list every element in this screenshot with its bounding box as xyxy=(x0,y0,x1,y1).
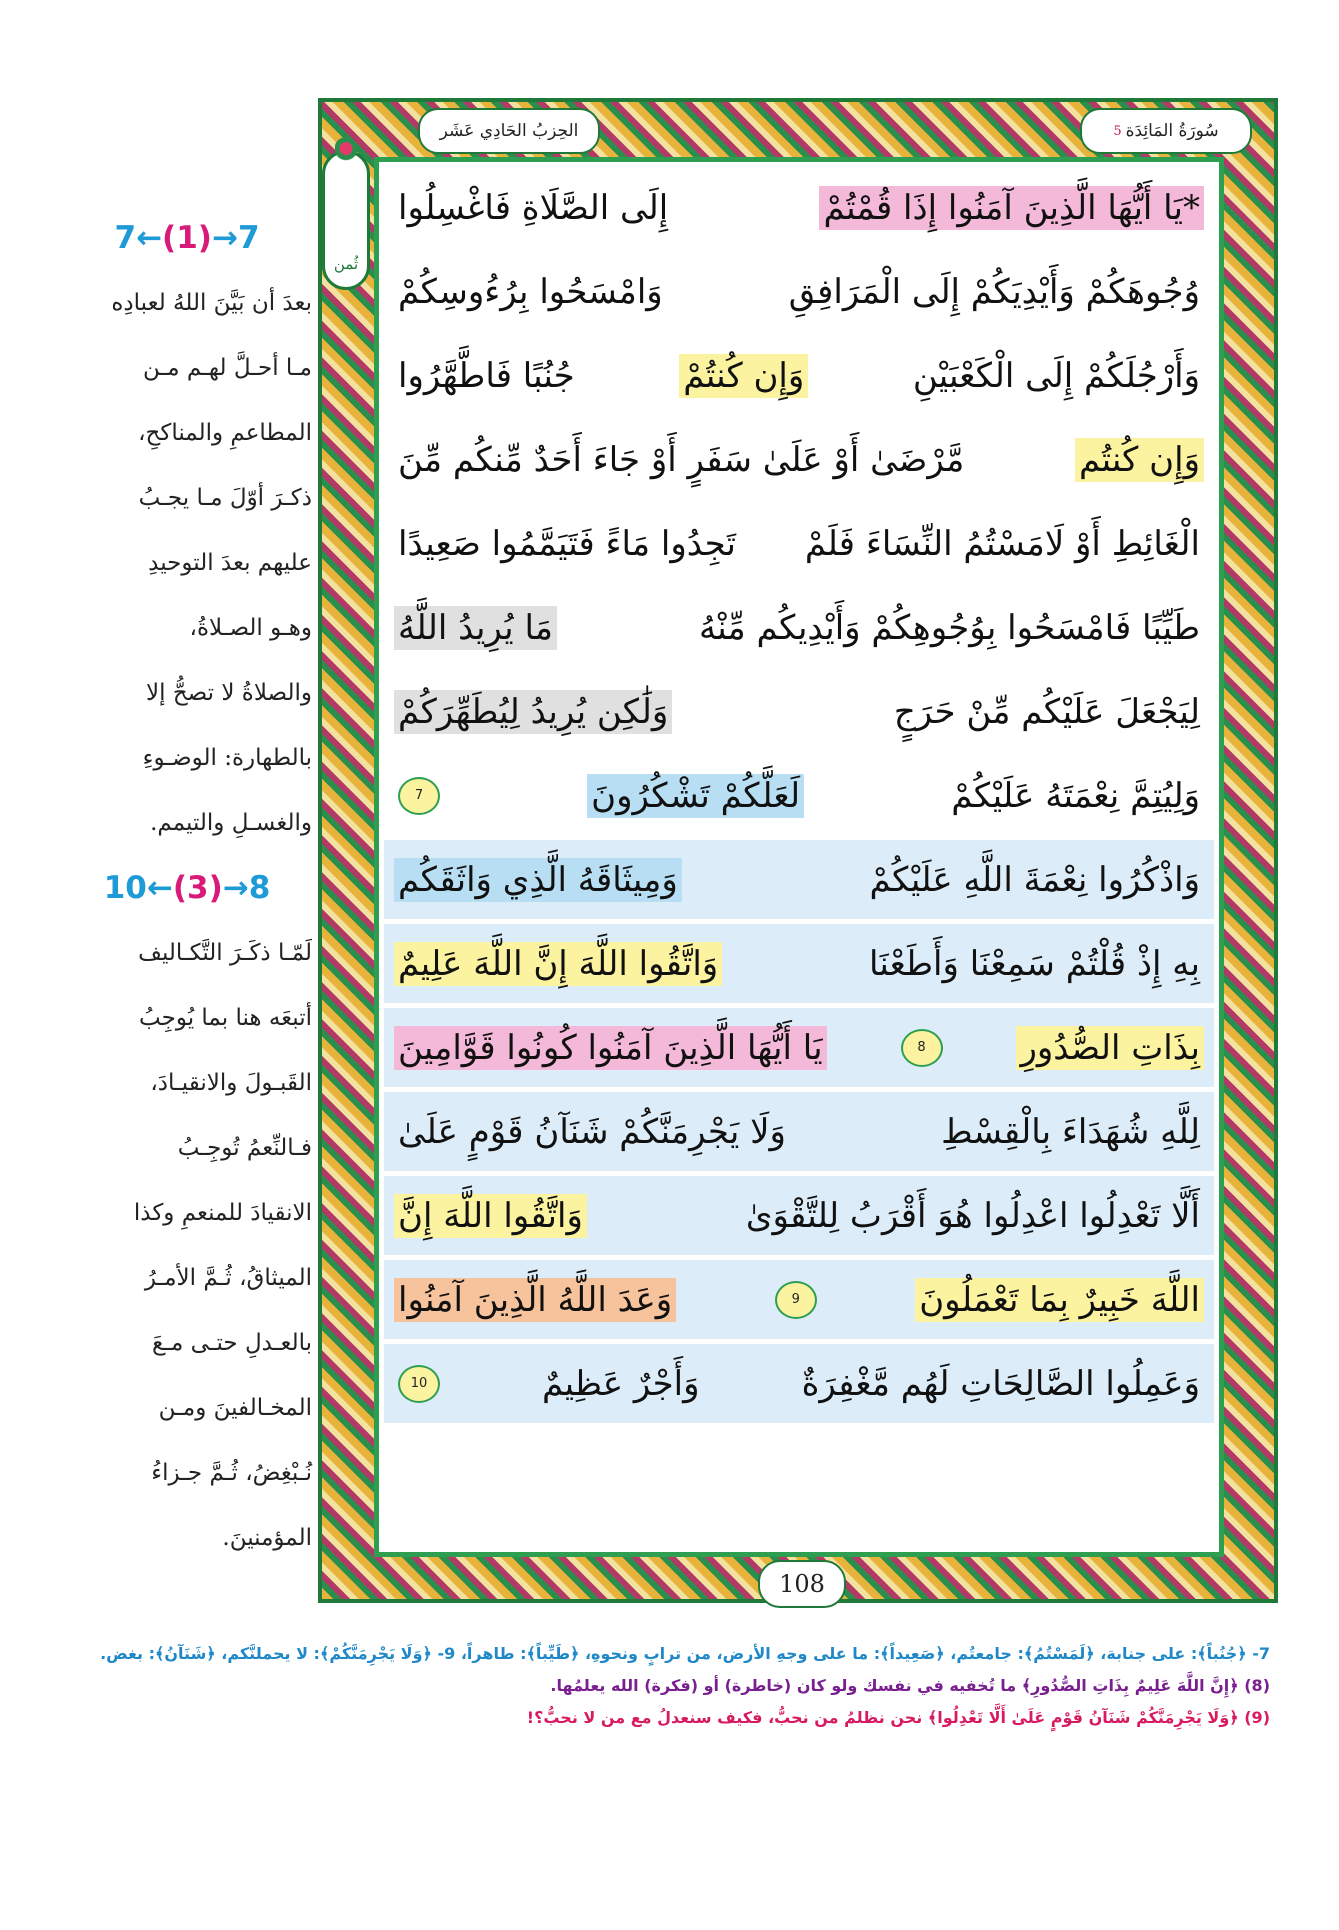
ayah-marker: 7 xyxy=(398,777,440,815)
hizb-cartouche xyxy=(418,108,600,154)
surah-cartouche xyxy=(1080,108,1252,154)
quran-line xyxy=(384,924,1214,1003)
verse-segment: وَاذْكُرُوا نِعْمَةَ اللَّهِ عَلَيْكُمْ xyxy=(869,859,1200,900)
verse-segment: لَعَلَّكُمْ تَشْكُرُونَ xyxy=(587,774,804,818)
footnote-9: (9) ﴿وَلَا يَجْرِمَنَّكُمْ شَنَآنُ قَوْمٍ عَلَىٰ أَلَّا تَعْدِلُوا﴾ نحن نظلمُ من نحبُّ، فكيف سنعدلُ مع من لا نحبُّ؟! xyxy=(526,1708,1270,1727)
quran-line xyxy=(384,1260,1214,1339)
side-line: والغسـلِ والتيمم. xyxy=(150,809,312,836)
verse-segment: وَعَدَ اللَّهُ الَّذِينَ آمَنُوا xyxy=(394,1278,676,1322)
thumun-label: ثُمن xyxy=(333,255,359,273)
range-end: 7 xyxy=(237,219,260,256)
side-line: بالعـدلِ حتـى مـعَ xyxy=(151,1329,312,1356)
verse-segment: وَإِن كُنتُم xyxy=(1075,438,1204,482)
arrow-left-icon: ← xyxy=(146,869,173,906)
quran-line xyxy=(384,1176,1214,1255)
verse-segment: مَا يُرِيدُ اللَّهُ xyxy=(394,606,557,650)
verse-segment: وَأَجْرٌ عَظِيمٌ xyxy=(542,1363,700,1404)
verse-segment: مَّرْضَىٰ أَوْ عَلَىٰ سَفَرٍ أَوْ جَاءَ أَحَدٌ مِّنكُم مِّنَ xyxy=(398,439,965,480)
tafsir-sidebar xyxy=(62,205,312,1570)
side-line: والصلاةُ لا تصحُّ إلا xyxy=(146,679,312,706)
verse-segment: وَلَا يَجْرِمَنَّكُمْ شَنَآنُ قَوْمٍ عَلَىٰ xyxy=(398,1111,786,1152)
side-line: فـالنِّعمُ تُوجِـبُ xyxy=(177,1134,312,1161)
side-line: الميثاقُ، ثُـمَّ الأمـرُ xyxy=(144,1264,312,1291)
verse-segment: وَاتَّقُوا اللَّهَ إِنَّ xyxy=(394,1194,587,1238)
side-line: بالطهارة: الوضـوءِ xyxy=(142,744,312,771)
quran-line xyxy=(384,756,1214,835)
quran-line xyxy=(384,1092,1214,1171)
verse-segment: يَا أَيُّهَا الَّذِينَ آمَنُوا كُونُوا قَوَّامِينَ xyxy=(394,1026,827,1070)
verse-segment: وَأَرْجُلَكُمْ إِلَى الْكَعْبَيْنِ xyxy=(912,355,1200,396)
thumun-marker xyxy=(322,150,370,290)
verse-segment: وَلَٰكِن يُرِيدُ لِيُطَهِّرَكُمْ xyxy=(394,690,672,734)
verse-segment: طَيِّبًا فَامْسَحُوا بِوُجُوهِكُمْ وَأَيْدِيكُم مِّنْهُ xyxy=(699,607,1200,648)
verse-segment: بِذَاتِ الصُّدُورِ xyxy=(1016,1026,1204,1070)
verse-segment: جُنُبًا فَاطَّهَّرُوا xyxy=(398,355,575,396)
quran-line xyxy=(384,672,1214,751)
quran-line xyxy=(384,588,1214,667)
ayah-marker: 10 xyxy=(398,1365,440,1403)
verse-segment: لِيَجْعَلَ عَلَيْكُم مِّنْ حَرَجٍ xyxy=(893,691,1200,732)
verse-segment: تَجِدُوا مَاءً فَتَيَمَّمُوا صَعِيدًا xyxy=(398,523,737,564)
side-line: بعدَ أن بَيَّنَ اللهُ لعبادِه xyxy=(111,289,312,316)
vocabulary-note: 7- ﴿جُنُباً﴾: على جنابة، ﴿لَمَسْتُمُ﴾: جامعتُم، ﴿صَعِيداً﴾: ما على وجهِ الأرض، من ترابٍ ونحوهِ، ﴿طَيِّباً﴾: طاهراً، 9- ﴿وَلَا يَجْرِمَنَّكُمْ﴾: لا يحملنَّكم، ﴿شَنَآنُ﴾: بغض. xyxy=(100,1644,1270,1663)
side-line: لَمّـا ذكَـرَ التَّكـاليف xyxy=(138,939,312,966)
side-line: المخـالفينَ ومـن xyxy=(158,1394,312,1421)
verse-segment: إِلَى الصَّلَاةِ فَاغْسِلُوا xyxy=(398,187,669,228)
range-start: 10 xyxy=(103,869,147,906)
quran-line xyxy=(384,504,1214,583)
arrow-left-icon: ← xyxy=(136,219,163,256)
verse-segment: بِهِ إِذْ قُلْتُمْ سَمِعْنَا وَأَطَعْنَا xyxy=(868,943,1200,984)
verse-segment: لِلَّهِ شُهَدَاءَ بِالْقِسْطِ xyxy=(941,1111,1200,1152)
side-line: الانقيادَ للمنعمِ وكذا xyxy=(133,1199,312,1226)
quran-line xyxy=(384,336,1214,415)
range-start: 7 xyxy=(114,219,137,256)
flower-icon xyxy=(335,135,357,169)
verse-segment: *يَا أَيُّهَا الَّذِينَ آمَنُوا إِذَا قُمْتُمْ xyxy=(819,186,1204,230)
quran-line xyxy=(384,420,1214,499)
quran-line xyxy=(384,252,1214,331)
side-line: عليهم بعدَ التوحيدِ xyxy=(148,549,312,576)
side-line: القَبـولَ والانقيـادَ، xyxy=(150,1069,312,1096)
surah-number: 5 xyxy=(1113,123,1122,139)
ayah-marker: 8 xyxy=(901,1029,943,1067)
range-count: (1) xyxy=(162,219,212,256)
verse-segment: وَلِيُتِمَّ نِعْمَتَهُ عَلَيْكُمْ xyxy=(951,775,1200,816)
side-line: أتبعَه هنا بما يُوجِبُ xyxy=(139,1004,312,1031)
verse-segment: اللَّهَ خَبِيرٌ بِمَا تَعْمَلُونَ xyxy=(915,1278,1204,1322)
side-line: نُـبْغِضُ، ثُـمَّ جـزاءُ xyxy=(151,1459,312,1486)
verse-segment: وَامْسَحُوا بِرُءُوسِكُمْ xyxy=(398,271,663,312)
page-number: 108 xyxy=(758,1560,846,1608)
verse-segment: وَمِيثَاقَهُ الَّذِي وَاثَقَكُم xyxy=(394,858,682,902)
hizb-label: الحِزبُ الحَادِي عَشَر xyxy=(439,121,579,141)
verse-segment: وُجُوهَكُمْ وَأَيْدِيَكُمْ إِلَى الْمَرَافِقِ xyxy=(788,271,1200,312)
footnotes xyxy=(80,1640,1270,1736)
range-count: (3) xyxy=(172,869,223,906)
verse-range-2 xyxy=(62,855,312,920)
ayah-marker: 9 xyxy=(775,1281,817,1319)
verse-segment: وَإِن كُنتُمْ xyxy=(679,354,808,398)
arrow-right-icon: → xyxy=(222,869,249,906)
verse-segment: وَعَمِلُوا الصَّالِحَاتِ لَهُم مَّغْفِرَةٌ xyxy=(801,1363,1200,1404)
side-line: ذكـرَ أوّلَ مـا يجـبُ xyxy=(138,484,312,511)
quran-line xyxy=(384,1008,1214,1087)
side-line: مـا أحـلَّ لهـم مـن xyxy=(143,354,312,381)
arrow-right-icon: → xyxy=(211,219,238,256)
quran-text xyxy=(384,168,1214,1428)
side-line: المؤمنينَ. xyxy=(222,1524,312,1551)
verse-range-1 xyxy=(62,205,312,270)
side-line: وهـو الصـلاةُ، xyxy=(189,614,312,641)
quran-line xyxy=(384,1344,1214,1423)
surah-name: سُورَةُ المَائِدَة xyxy=(1125,121,1219,141)
quran-line xyxy=(384,168,1214,247)
side-line: المطاعمِ والمناكحِ، xyxy=(138,419,312,446)
verse-segment: وَاتَّقُوا اللَّهَ إِنَّ اللَّهَ عَلِيمٌ xyxy=(394,942,722,986)
verse-segment: أَلَّا تَعْدِلُوا اعْدِلُوا هُوَ أَقْرَبُ لِلتَّقْوَىٰ xyxy=(745,1195,1200,1236)
footnote-8: (8) ﴿إِنَّ اللَّهَ عَلِيمٌ بِذَاتِ الصُّدُورِ﴾ ما تُخفيه في نفسك ولو كان (خاطرة) أو (فكرة) الله يعلمُها. xyxy=(550,1676,1270,1695)
verse-segment: الْغَائِطِ أَوْ لَامَسْتُمُ النِّسَاءَ فَلَمْ xyxy=(804,523,1200,564)
quran-line xyxy=(384,840,1214,919)
range-end: 8 xyxy=(248,869,271,906)
